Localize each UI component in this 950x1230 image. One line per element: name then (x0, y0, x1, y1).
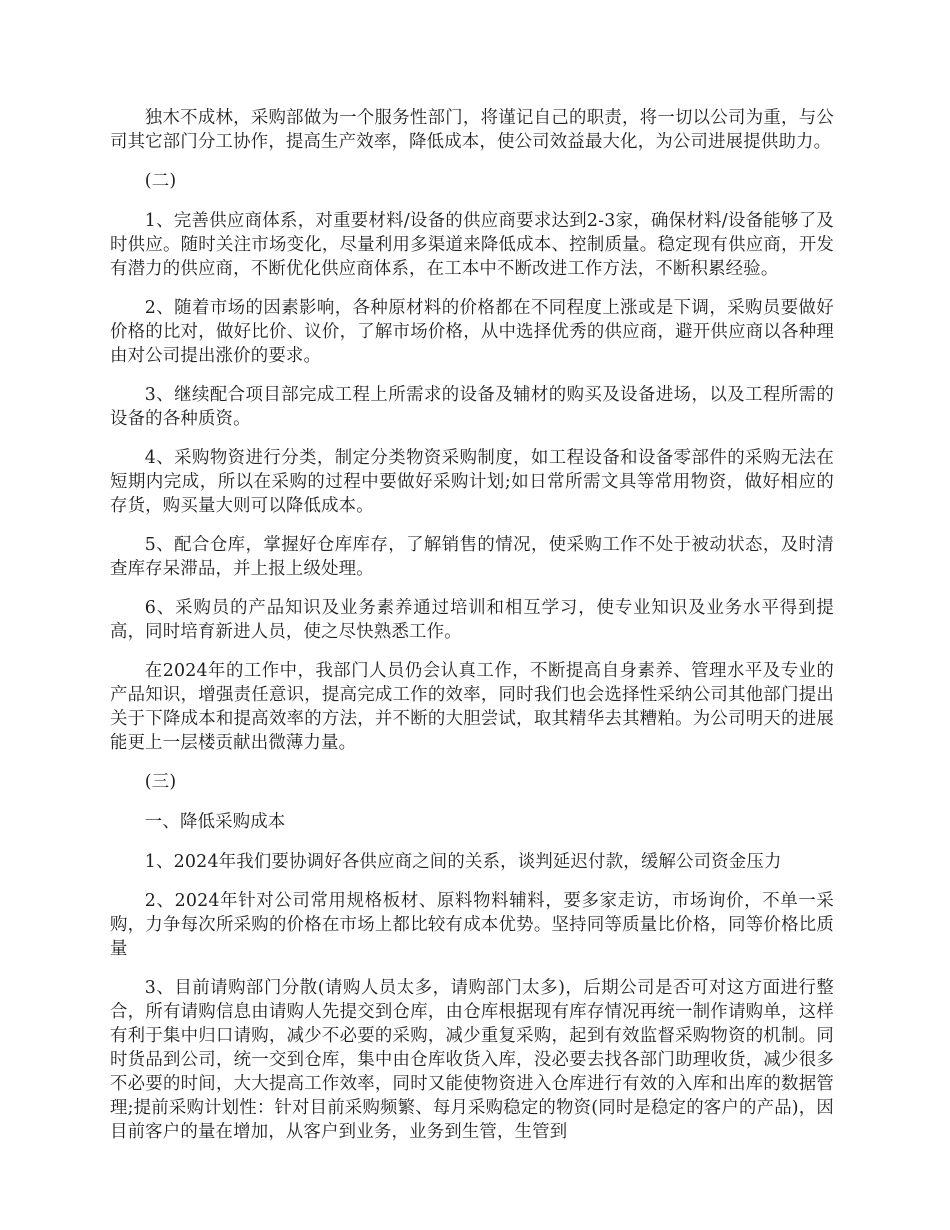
paragraph-item-6: 6、采购员的产品知识及业务素养通过培训和相互学习，使专业知识及业务水平得到提高，同时培育新进人员，使之尽快熟悉工作。 (110, 598, 834, 642)
paragraph-cost-1: 1、2024年我们要协调好各供应商之间的关系，谈判延迟付款，缓解公司资金压力 (144, 852, 782, 872)
paragraph-item-1: 1、完善供应商体系，对重要材料/设备的供应商要求达到2-3家，确保材料/设备能够了及时供应。随时关注市场变化，尽量利用多渠道来降低成本、控制质量。稳定现有供应商，开发有潜力的供应商，不断优化供应商体系，在工本中不断改进工作方法，不断积累经验。 (110, 211, 834, 279)
paragraph-intro: 独木不成林，采购部做为一个服务性部门，将谨记自己的职责，将一切以公司为重，与公司其它部门分工协作，提高生产效率，降低成本，使公司效益最大化，为公司进展提供助力。 (110, 108, 834, 152)
paragraph-item-3: 3、继续配合项目部完成工程上所需求的设备及辅材的购买及设备进场，以及工程所需的设备的各种质资。 (110, 385, 834, 429)
paragraph-summary: 在2024年的工作中，我部门人员仍会认真工作，不断提高自身素养、管理水平及专业的产品知识，增强责任意识，提高完成工作的效率，同时我们也会选择性采纳公司其他部门提出关于下降成本和提高效率的方法，并不断的大胆尝试，取其精华去其糟粕。为公司明天的进展能更上一层楼贡献出微薄力量。 (110, 661, 834, 753)
paragraph-item-4: 4、采购物资进行分类，制定分类物资采购制度，如工程设备和设备零部件的采购无法在短期内完成，所以在采购的过程中要做好采购计划;如日常所需文具等常用物资，做好相应的存货，购买量大则可以降低成本。 (110, 448, 834, 516)
paragraph-item-2: 2、随着市场的因素影响，各种原材料的价格都在不同程度上涨或是下调，采购员要做好价格的比对，做好比价、议价，了解市场价格，从中选择优秀的供应商，避开供应商以各种理由对公司提出涨价的要求。 (110, 298, 834, 366)
subsection-heading: 一、降低采购成本 (144, 812, 286, 832)
paragraph-item-5: 5、配合仓库，掌握好仓库库存，了解销售的情况，使采购工作不处于被动状态，及时清查库存呆滞品，并上报上级处理。 (110, 535, 834, 579)
paragraph-cost-3: 3、目前请购部门分散(请购人员太多，请购部门太多)，后期公司是否可对这方面进行整合，所有请购信息由请购人先提交到仓库，由仓库根据现有库存情况再统一制作请购单，这样有利于集中归口请购，减少不必要的采购，减少重复采购，起到有效监督采购物资的机制。同时货品到公司，统一交到仓库，集中由仓库收货入库，没必要去找各部门助理收货，减少很多不必要的时间，大大提高工作效率，同时又能使物资进入仓库进行有效的入库和出库的数据管理;提前采购计划性：针对目前采购频繁、每月采购稳定的物资(同时是稳定的客户的产品)，因目前客户的量在增加，从客户到业务，业务到生管，生管到 (110, 978, 834, 1142)
paragraph-cost-2: 2、2024年针对公司常用规格板材、原料物料辅料，要多家走访，市场询价，不单一采购，力争每次所采购的价格在市场上都比较有成本优势。坚持同等质量比价格，同等价格比质量 (110, 891, 834, 959)
section-heading-3: (三) (144, 772, 177, 792)
section-heading-2: (二) (144, 171, 177, 191)
